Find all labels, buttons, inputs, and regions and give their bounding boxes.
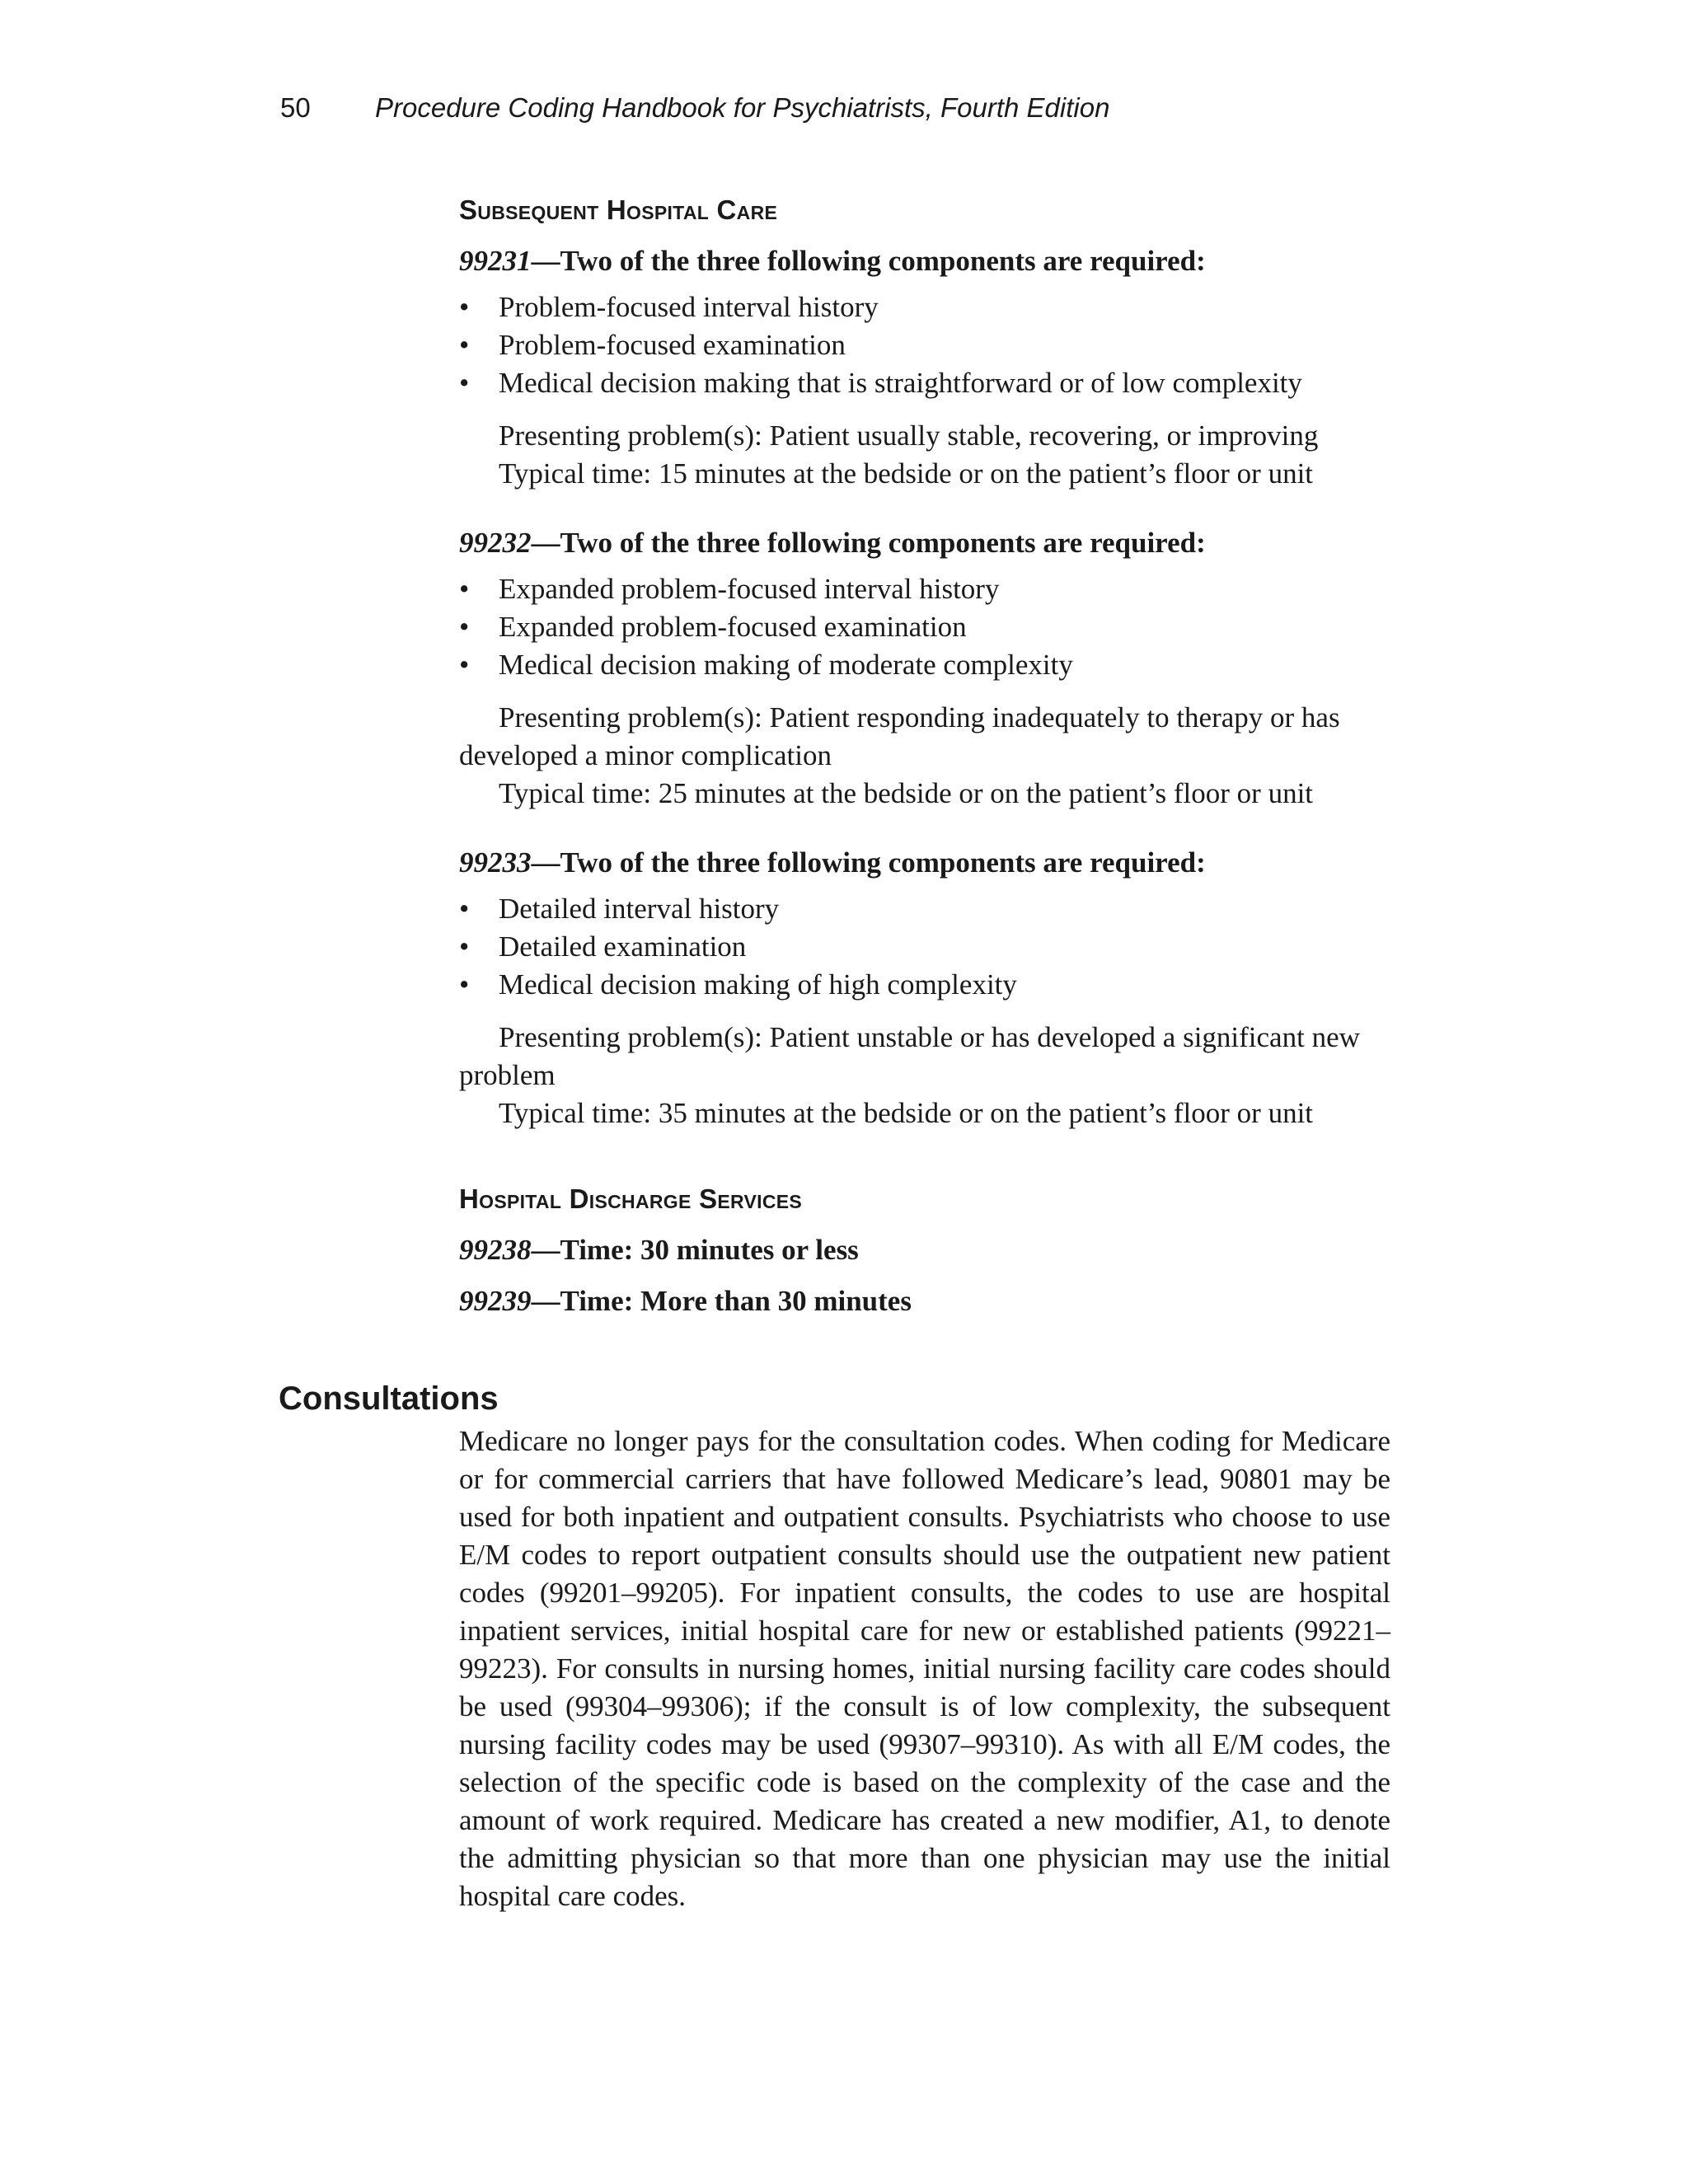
page-number: 50	[280, 92, 311, 123]
list-item	[459, 928, 1390, 966]
details	[459, 1019, 1390, 1132]
code-number: 99233	[459, 846, 532, 879]
typical-time: Typical time: 25 minutes at the bedside or on the patient’s floor or unit	[499, 777, 1314, 809]
bullet-icon: •	[459, 329, 470, 361]
code-description: —Time: 30 minutes or less	[531, 1234, 859, 1266]
main-content	[459, 191, 1390, 1333]
list-item	[459, 890, 1390, 928]
code-heading-99238	[459, 1231, 1390, 1269]
code-block-99231	[459, 242, 1390, 493]
list-item	[459, 364, 1390, 402]
consultations-paragraph: Medicare no longer pays for the consultation codes. When coding for Medicare or for commercial carriers that have followed Medicare’s lead, 90801 may be used for both inpatient and outpatient consults. Psychiatrists who choose to use E/M codes to report outpatient consults should use the outpatient new patient codes (99201–99205). For inpatient consults, the codes to use are hospital inpatient services, initial hospital care for new or established patients (99221–99223). For consults in nursing homes, initial nursing facility care codes should be used (99304–99306); if the consult is of low complexity, the subsequent nursing facility codes may be used (99307–99310). As with all E/M codes, the selection of the specific code is based on the complexity of the case and the amount of work required. Medicare has created a new modifier, A1, to denote the admitting physician so that more than one physician may use the initial hospital care codes.	[459, 1425, 1390, 1912]
code-description: —Two of the three following components are required:	[531, 527, 1206, 559]
code-heading	[459, 242, 1390, 280]
component-list	[459, 890, 1390, 1004]
list-item	[459, 608, 1390, 646]
code-description: —Time: More than 30 minutes	[531, 1285, 912, 1317]
list-item-text: Expanded problem-focused examination	[499, 611, 967, 643]
code-description: —Two of the three following components are required:	[531, 846, 1206, 879]
list-item-text: Medical decision making of moderate complexity	[499, 649, 1073, 681]
presenting-problem: Presenting problem(s): Patient usually stable, recovering, or improving	[499, 419, 1319, 452]
component-list	[459, 288, 1390, 402]
code-heading	[459, 524, 1390, 562]
list-item	[459, 966, 1390, 1004]
bullet-icon: •	[459, 573, 470, 605]
details	[459, 699, 1390, 813]
bullet-icon: •	[459, 291, 470, 323]
code-heading	[459, 844, 1390, 882]
presenting-problem: Presenting problem(s): Patient unstable or has developed a significant new problem	[459, 1021, 1360, 1091]
code-block-99232	[459, 524, 1390, 813]
list-item-text: Medical decision making that is straightforward or of low complexity	[499, 367, 1302, 399]
typical-time: Typical time: 35 minutes at the bedside or on the patient’s floor or unit	[499, 1097, 1314, 1129]
bullet-icon: •	[459, 930, 470, 963]
list-item-text: Expanded problem-focused interval history	[499, 573, 1000, 605]
code-number: 99239	[459, 1285, 532, 1317]
code-number: 99238	[459, 1234, 532, 1266]
code-number: 99232	[459, 527, 532, 559]
list-item-text: Problem-focused interval history	[499, 291, 879, 323]
code-block-99233	[459, 844, 1390, 1132]
component-list	[459, 570, 1390, 684]
bullet-icon: •	[459, 893, 470, 925]
book-title: Procedure Coding Handbook for Psychiatrists, Fourth Edition	[375, 92, 1110, 123]
list-item	[459, 288, 1390, 326]
bullet-icon: •	[459, 649, 470, 681]
list-item-text: Detailed interval history	[499, 893, 780, 925]
typical-time: Typical time: 15 minutes at the bedside or on the patient’s floor or unit	[499, 457, 1314, 490]
subsequent-hospital-care-heading: Subsequent Hospital Care	[459, 194, 778, 225]
details	[459, 417, 1390, 493]
bullet-icon: •	[459, 968, 470, 1001]
list-item-text: Detailed examination	[499, 930, 747, 963]
consultations-heading: Consultations	[279, 1380, 499, 1417]
list-item	[459, 570, 1390, 608]
code-number: 99231	[459, 245, 532, 277]
list-item	[459, 646, 1390, 684]
code-heading-99239	[459, 1282, 1390, 1320]
code-description: —Two of the three following components are required:	[531, 245, 1206, 277]
bullet-icon: •	[459, 611, 470, 643]
hospital-discharge-services-heading: Hospital Discharge Services	[459, 1183, 803, 1214]
bullet-icon: •	[459, 367, 470, 399]
list-item	[459, 326, 1390, 364]
list-item-text: Medical decision making of high complexity	[499, 968, 1017, 1001]
running-head	[280, 92, 1109, 124]
presenting-problem: Presenting problem(s): Patient responding inadequately to therapy or has developed a minor complication	[459, 701, 1340, 771]
list-item-text: Problem-focused examination	[499, 329, 846, 361]
